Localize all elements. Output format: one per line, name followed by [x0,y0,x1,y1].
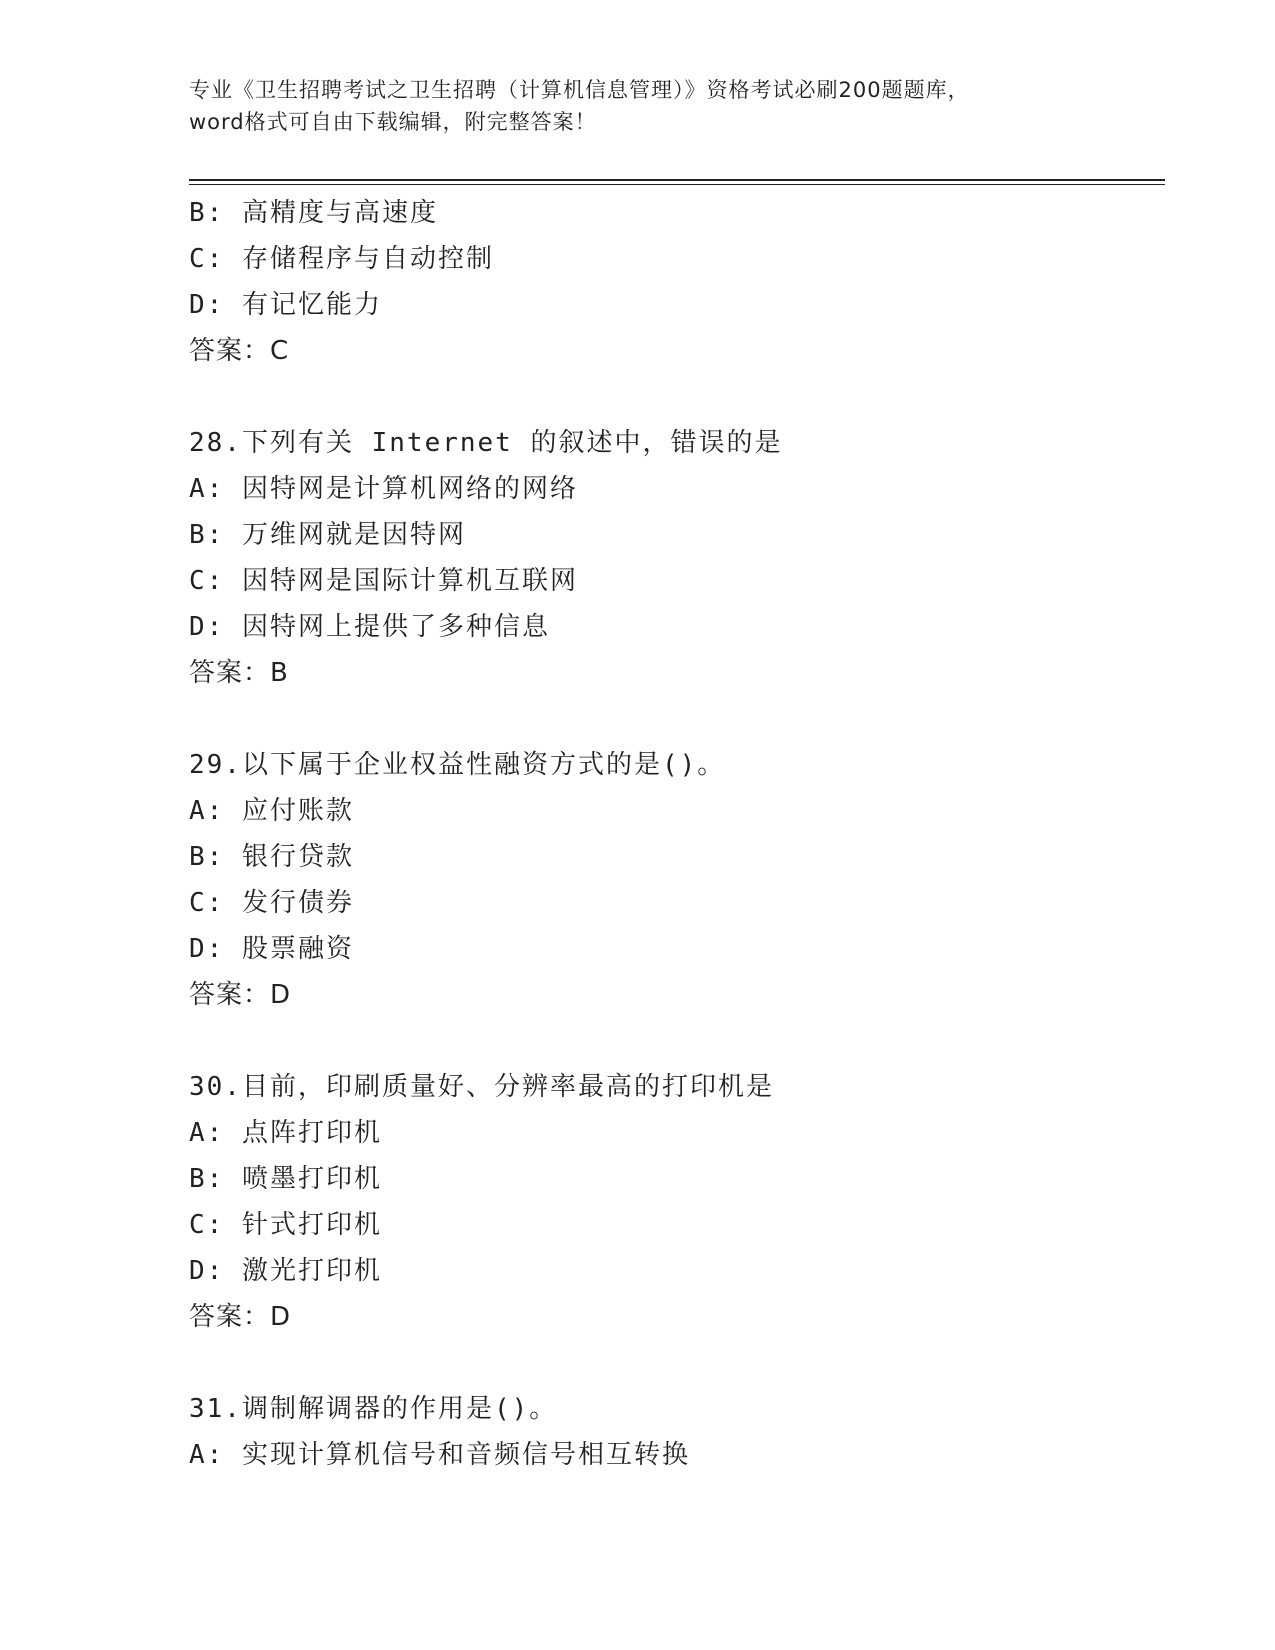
option-a: A: 应付账款 [189,796,354,826]
question-31: 31.调制解调器的作用是()。 [189,1394,558,1424]
spacer [189,374,1165,420]
option-a: A: 实现计算机信号和音频信号相互转换 [189,1440,690,1470]
option-c: C: 存储程序与自动控制 [189,244,494,274]
answer-label: 答案：B [189,658,289,688]
spacer [189,696,1165,742]
question-30: 30.目前，印刷质量好、分辨率最高的打印机是 [189,1072,774,1102]
question-29: 29.以下属于企业权益性融资方式的是()。 [189,750,726,780]
option-b: B: 喷墨打印机 [189,1164,382,1194]
header-line-2: word格式可自由下载编辑，附完整答案！ [189,110,597,134]
answer-label: 答案：D [189,980,292,1010]
answer-label: 答案：C [189,336,290,366]
answer-label: 答案：D [189,1302,292,1332]
header-line-1: 专业《卫生招聘考试之卫生招聘（计算机信息管理）》资格考试必刷200题题库， [189,78,970,102]
option-a: A: 因特网是计算机网络的网络 [189,474,578,504]
option-c: C: 针式打印机 [189,1210,382,1240]
option-b: B: 银行贷款 [189,842,354,872]
option-b: B: 万维网就是因特网 [189,520,466,550]
document-header [189,74,1089,138]
option-b: B: 高精度与高速度 [189,198,438,228]
option-a: A: 点阵打印机 [189,1118,382,1148]
option-c: C: 发行债券 [189,888,354,918]
spacer [189,1018,1165,1064]
option-d: D: 股票融资 [189,934,354,964]
question-list [189,190,1165,1478]
option-d: D: 有记忆能力 [189,290,382,320]
spacer [189,1340,1165,1386]
header-divider [189,179,1165,185]
option-d: D: 因特网上提供了多种信息 [189,612,550,642]
option-d: D: 激光打印机 [189,1256,382,1286]
question-28: 28.下列有关 Internet 的叙述中，错误的是 [189,428,783,458]
option-c: C: 因特网是国际计算机互联网 [189,566,578,596]
